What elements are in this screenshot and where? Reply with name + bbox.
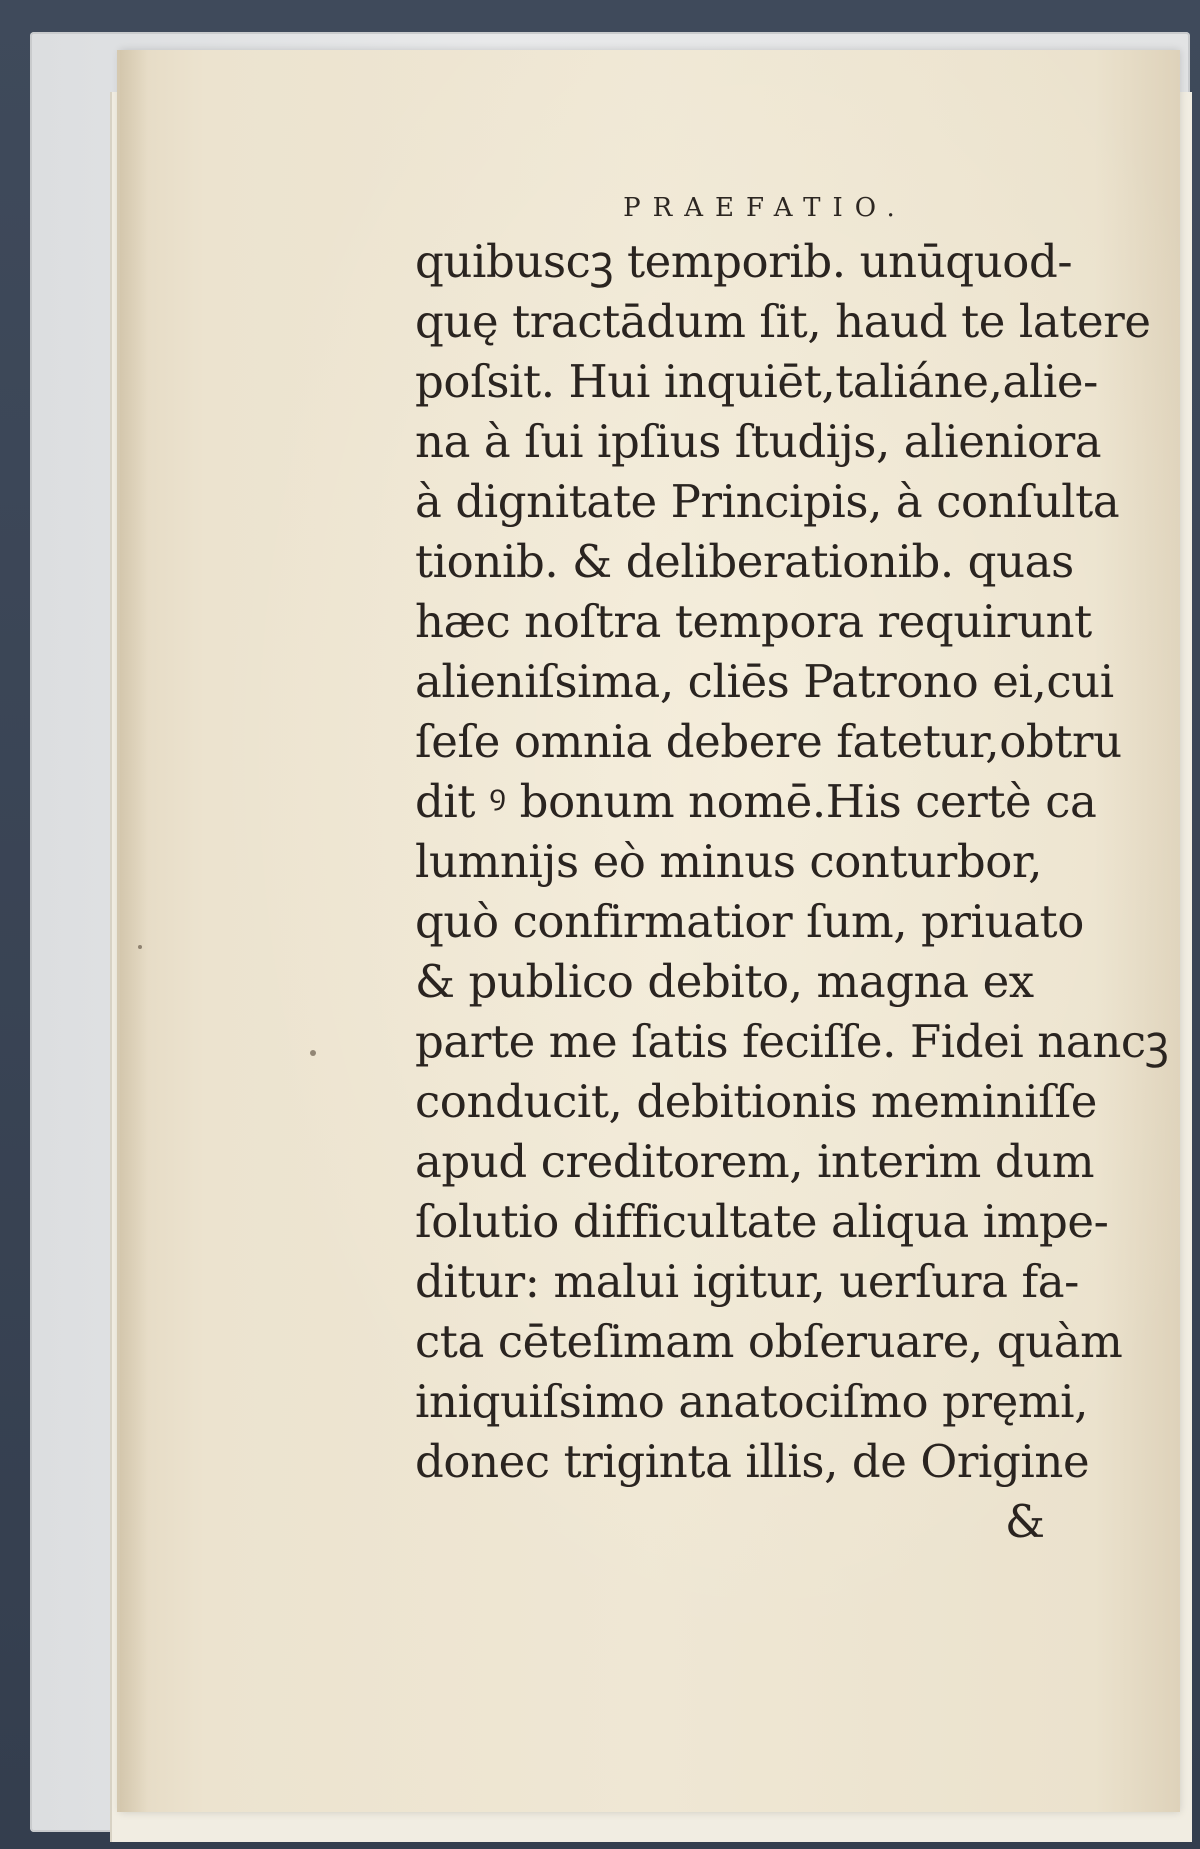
text-line: ditur: malui igitur, uerſura fa- [415, 1255, 1079, 1308]
text-line: quę tractādum ſit, haud te latere [415, 295, 1151, 348]
running-head: PRAEFATIO. [623, 193, 907, 223]
text-block [415, 190, 1169, 1552]
page-gutter-shadow [120, 50, 148, 1812]
text-line: tionib. & deliberationib. quas [415, 535, 1074, 588]
text-line: & publico debito, magna ex [415, 955, 1034, 1008]
book-page [120, 50, 1180, 1812]
text-line: iniquiſsimo anatociſmo pręmi, [415, 1375, 1089, 1428]
text-line: alieniſsima, cliēs Patrono ei,cui [415, 655, 1114, 708]
ink-speck [310, 1050, 316, 1056]
text-line: lumnijs eò minus conturbor, [415, 835, 1043, 888]
text-line: quò confirmatior ſum, priuato [415, 895, 1084, 948]
text-line: poſsit. Hui inquiēt,taliáne,alie- [415, 355, 1098, 408]
text-line: apud creditorem, interim dum [415, 1135, 1095, 1188]
text-line: ſolutio difficultate aliqua impe- [415, 1195, 1109, 1248]
text-line: conducit, debitionis meminiſſe [415, 1075, 1098, 1128]
text-line: na à ſui ipſius ſtudijs, alieniora [415, 415, 1102, 468]
text-line: dit ꝰ bonum nomē.His certè ca [415, 775, 1097, 828]
text-line: quibuscꝫ temporib. unūquod- [415, 235, 1073, 288]
ink-speck [138, 945, 142, 949]
text-line: cta cēteſimam obſeruare, quàm [415, 1315, 1123, 1368]
text-line: ſeſe omnia debere fatetur,obtru [415, 715, 1122, 768]
text-line: donec triginta illis, de Origine [415, 1435, 1090, 1488]
catchword: & [1004, 1495, 1045, 1548]
text-line: hæc noſtra tempora requirunt [415, 595, 1092, 648]
text-line: à dignitate Principis, à conſulta [415, 475, 1120, 528]
text-line: parte me ſatis feciſſe. Fidei nancꝫ [415, 1015, 1169, 1068]
